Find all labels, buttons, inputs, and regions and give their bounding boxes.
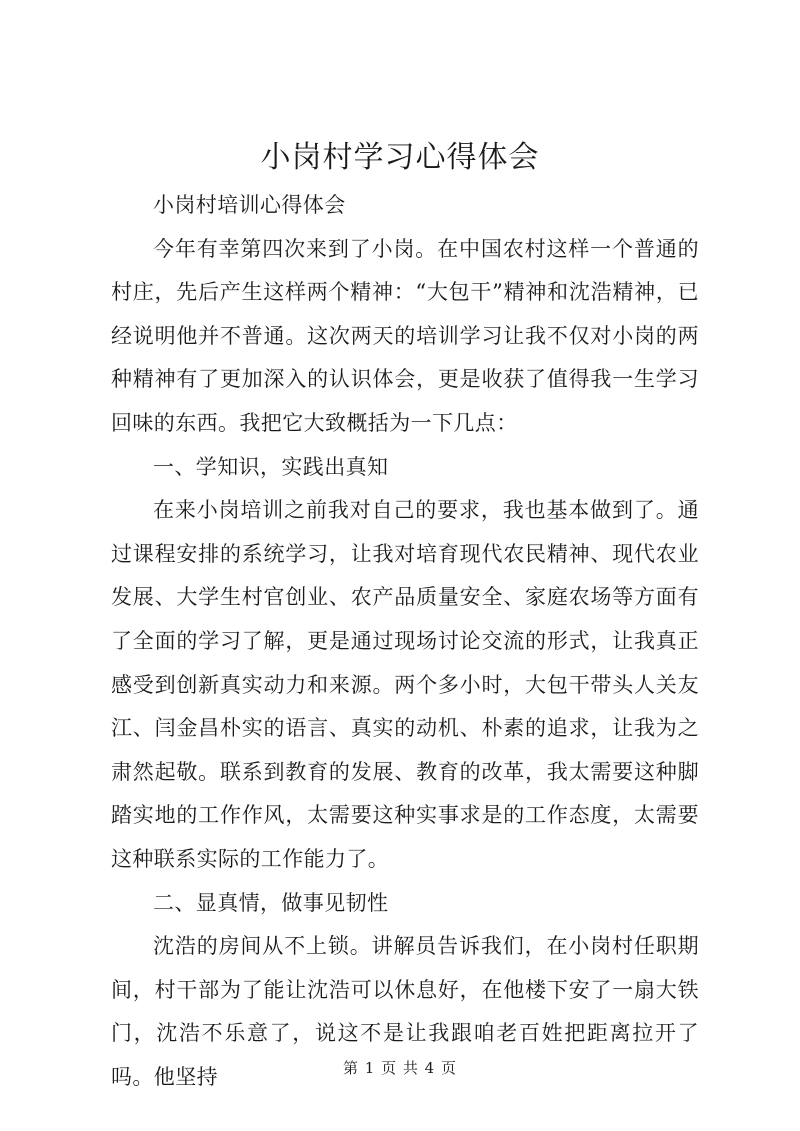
section-heading-1: 一、学知识，实践出真知 xyxy=(153,454,389,479)
section-2-paragraph: 沈浩的房间从不上锁。讲解员告诉我们，在小岗村任职期间，村干部为了能让沈浩可以休息好，在他楼下安了一扇大铁门，沈浩不乐意了，说这不是让我跟咱老百姓把距离拉开了吗。他坚持 xyxy=(111,934,699,1089)
page-number-footer: 第 1 页 共 4 页 xyxy=(343,1059,457,1077)
intro-paragraph: 今年有幸第四次来到了小岗。在中国农村这样一个普通的村庄，先后产生这样两个精神：“大包干”精神和沈浩精神，已经说明他并不普通。这次两天的培训学习让我不仅对小岗的两种精神有了更加深入的认识体会，更是收获了值得我一生学习回味的东西。我把它大致概括为一下几点： xyxy=(111,236,699,435)
section-heading-2: 二、显真情，做事见韧性 xyxy=(153,890,389,915)
document-body xyxy=(111,184,699,1099)
subtitle-paragraph: 小岗村培训心得体会 xyxy=(153,193,346,217)
page-title: 小岗村学习心得体会 xyxy=(260,140,540,175)
section-1-paragraph: 在来小岗培训之前我对自己的要求，我也基本做到了。通过课程安排的系统学习，让我对培育现代农民精神、现代农业发展、大学生村官创业、农产品质量安全、家庭农场等方面有了全面的学习了解，更是通过现场讨论交流的形式，让我真正感受到创新真实动力和来源。两个多小时，大包干带头人关友江、闫金昌朴实的语言、真实的动机、朴素的追求，让我为之肃然起敬。联系到教育的发展、教育的改革，我太需要这种脚踏实地的工作作风，太需要这种实事求是的工作态度，太需要这种联系实际的工作能力了。 xyxy=(111,498,699,871)
